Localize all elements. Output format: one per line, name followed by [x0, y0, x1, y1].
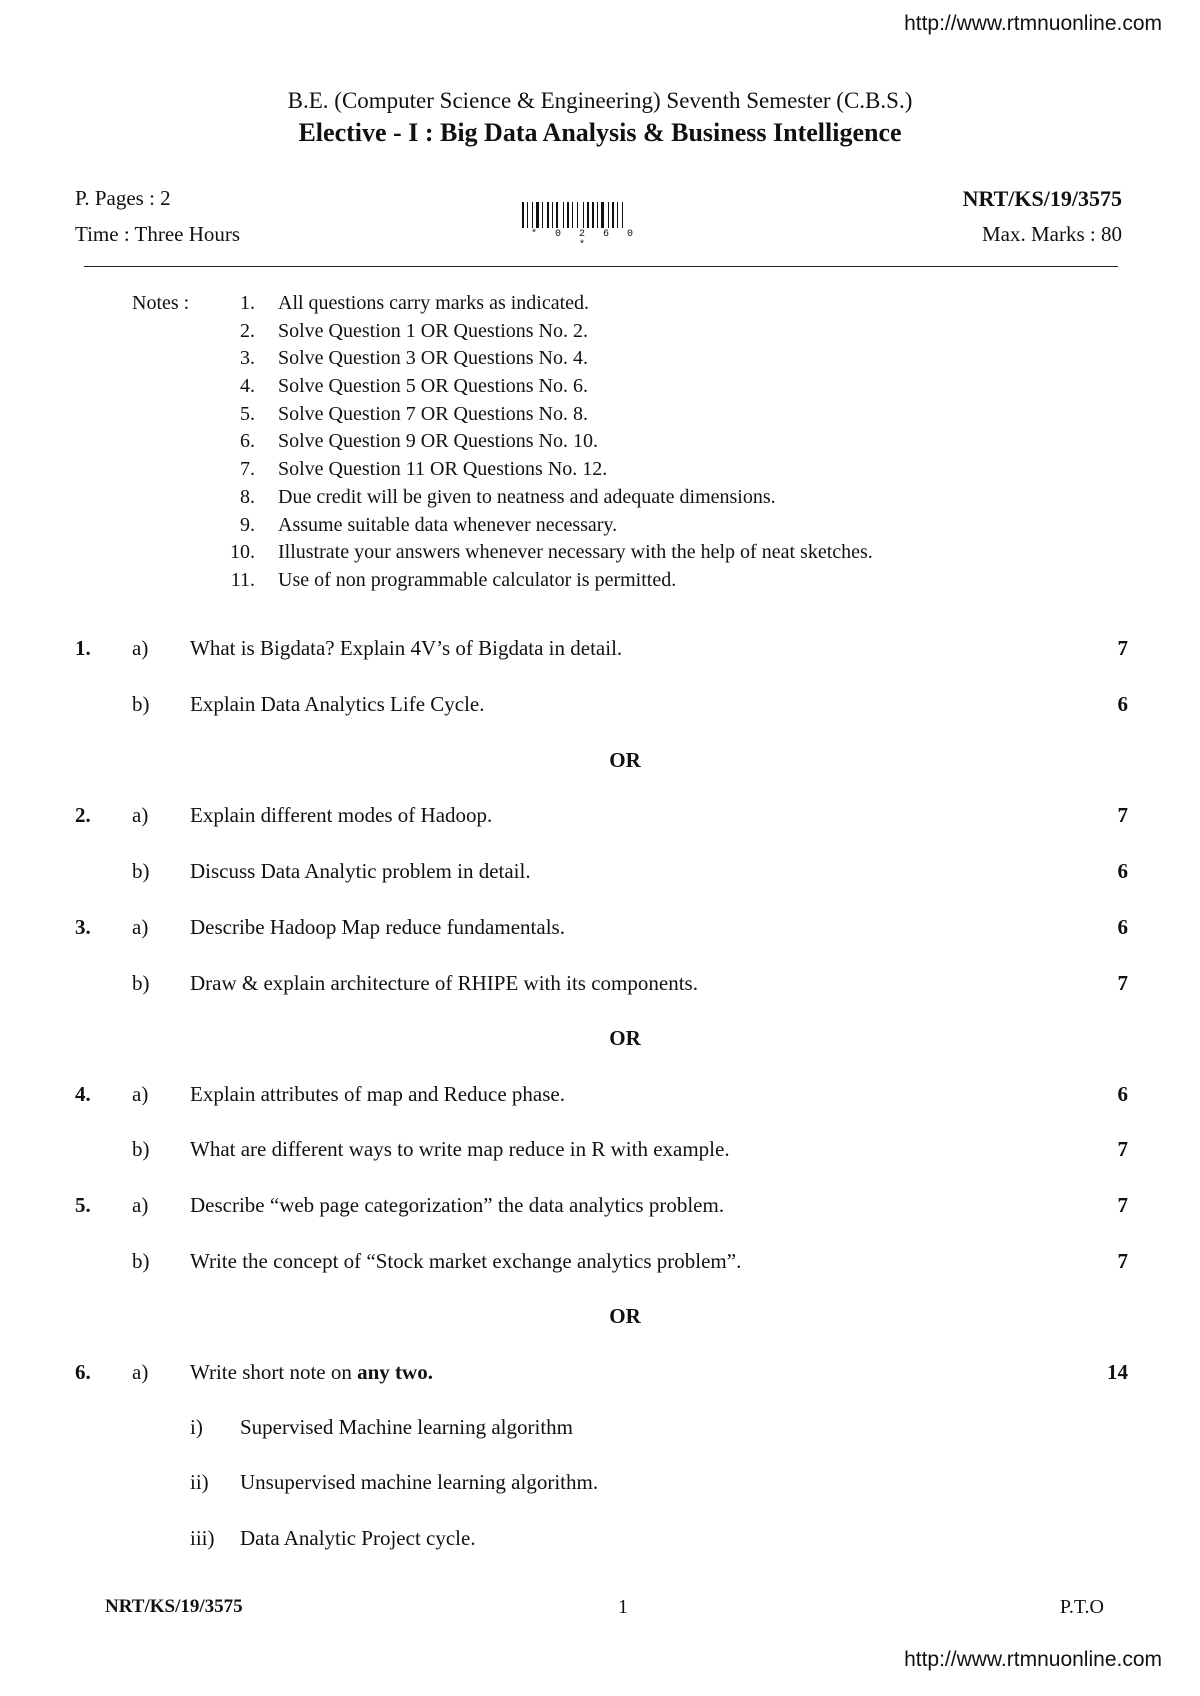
question-part: b) [132, 692, 150, 716]
question-part: b) [132, 971, 150, 995]
question-marks: 6 [1117, 859, 1128, 883]
question-number: 6. [75, 1360, 91, 1384]
note-text: Solve Question 1 OR Questions No. 2. [278, 319, 588, 342]
or-separator: OR [609, 1304, 641, 1328]
note-text: Use of non programmable calculator is permitted. [278, 568, 677, 591]
barcode-bars [520, 202, 650, 228]
question-row [0, 915, 1200, 945]
paper-code: NRT/KS/19/3575 [962, 186, 1122, 211]
note-number: 2. [240, 319, 255, 342]
question-marks: 6 [1117, 915, 1128, 939]
question-marks: 14 [1107, 1360, 1128, 1384]
question-row [0, 971, 1200, 1001]
subpart-row [0, 1415, 1200, 1445]
question-text-emphasis: any two. [357, 1360, 433, 1384]
paper-title: Elective - I : Big Data Analysis & Business Intelligence [298, 118, 902, 147]
question-text: What is Bigdata? Explain 4V’s of Bigdata in detail. [190, 636, 623, 660]
question-marks: 7 [1117, 636, 1128, 660]
question-text-prefix: Write short note on [190, 1360, 358, 1384]
question-part: b) [132, 1137, 150, 1161]
subpart-text: Supervised Machine learning algorithm [240, 1415, 573, 1439]
question-row [0, 1082, 1200, 1112]
question-row [0, 859, 1200, 889]
question-number: 4. [75, 1082, 91, 1106]
page-count: P. Pages : 2 [75, 186, 171, 210]
question-text: Explain different modes of Hadoop. [190, 803, 493, 827]
footer-pto: P.T.O [1059, 1596, 1104, 1618]
question-marks: 7 [1117, 803, 1128, 827]
note-text: Solve Question 7 OR Questions No. 8. [278, 402, 588, 425]
note-number: 8. [240, 485, 255, 508]
subpart-number: i) [190, 1415, 203, 1439]
note-text: Illustrate your answers whenever necessary with the help of neat sketches. [278, 541, 873, 564]
question-row [0, 1360, 1200, 1390]
note-text: Solve Question 5 OR Questions No. 6. [278, 375, 588, 398]
question-marks: 6 [1117, 692, 1128, 716]
question-marks: 7 [1117, 1137, 1128, 1161]
note-text: Solve Question 11 OR Questions No. 12. [278, 458, 608, 481]
subpart-number: iii) [190, 1526, 215, 1550]
subpart-number: ii) [190, 1470, 209, 1494]
note-number: 10. [230, 541, 255, 564]
question-text: Describe Hadoop Map reduce fundamentals. [190, 915, 565, 939]
note-number: 7. [240, 458, 255, 481]
question-row [0, 1249, 1200, 1279]
question-text [190, 1360, 433, 1385]
note-text: Assume suitable data whenever necessary. [278, 513, 618, 536]
question-part: a) [132, 803, 149, 827]
note-text: Solve Question 3 OR Questions No. 4. [278, 347, 588, 370]
footer-paper-code: NRT/KS/19/3575 [105, 1596, 243, 1617]
or-separator: OR [609, 748, 641, 772]
note-text: Solve Question 9 OR Questions No. 10. [278, 430, 598, 453]
max-marks: Max. Marks : 80 [982, 222, 1122, 246]
question-part: b) [132, 859, 150, 883]
question-number: 2. [75, 803, 91, 827]
question-part: b) [132, 1249, 150, 1273]
note-number: 6. [240, 430, 255, 453]
subpart-row [0, 1470, 1200, 1500]
question-number: 5. [75, 1193, 91, 1217]
subpart-row [0, 1526, 1200, 1556]
note-number: 11. [230, 568, 255, 591]
note-number: 5. [240, 402, 255, 425]
question-marks: 7 [1117, 1249, 1128, 1273]
question-part: a) [132, 1360, 149, 1384]
note-number: 4. [240, 375, 255, 398]
question-text: Write the concept of “Stock market exchange analytics problem”. [190, 1249, 742, 1273]
or-separator: OR [609, 1026, 641, 1050]
question-row [0, 636, 1200, 666]
question-number: 1. [75, 636, 91, 660]
question-marks: 7 [1117, 1193, 1128, 1217]
question-part: a) [132, 1082, 149, 1106]
question-text: Draw & explain architecture of RHIPE with its components. [190, 971, 698, 995]
question-marks: 6 [1117, 1082, 1128, 1106]
source-url-top[interactable]: http://www.rtmnuonline.com [904, 12, 1162, 35]
question-text: Explain Data Analytics Life Cycle. [190, 692, 485, 716]
subpart-text: Unsupervised machine learning algorithm. [240, 1470, 599, 1494]
question-part: a) [132, 915, 149, 939]
notes-label: Notes : [132, 292, 190, 314]
footer-page-number: 1 [618, 1596, 628, 1618]
note-number: 1. [240, 292, 255, 314]
note-text: All questions carry marks as indicated. [278, 292, 590, 314]
source-url-bottom[interactable]: http://www.rtmnuonline.com [904, 1648, 1162, 1671]
question-row [0, 1137, 1200, 1167]
question-text: Discuss Data Analytic problem in detail. [190, 859, 531, 883]
question-row [0, 1193, 1200, 1223]
question-marks: 7 [1117, 971, 1128, 995]
barcode-number: * 0 2 6 0 * [530, 229, 639, 251]
note-number: 9. [240, 513, 255, 536]
question-part: a) [132, 636, 149, 660]
question-text: Explain attributes of map and Reduce phase. [190, 1082, 565, 1106]
course-heading: B.E. (Computer Science & Engineering) Seventh Semester (C.B.S.) [287, 88, 913, 113]
subpart-text: Data Analytic Project cycle. [240, 1526, 476, 1550]
question-part: a) [132, 1193, 149, 1217]
note-text: Due credit will be given to neatness and adequate dimensions. [278, 485, 776, 508]
note-number: 3. [240, 347, 255, 370]
question-row [0, 803, 1200, 833]
question-row [0, 692, 1200, 722]
barcode [520, 202, 650, 251]
exam-duration: Time : Three Hours [75, 222, 241, 246]
header-divider [84, 266, 1118, 267]
question-text: Describe “web page categorization” the data analytics problem. [190, 1193, 725, 1217]
question-text: What are different ways to write map reduce in R with example. [190, 1137, 730, 1161]
question-number: 3. [75, 915, 91, 939]
